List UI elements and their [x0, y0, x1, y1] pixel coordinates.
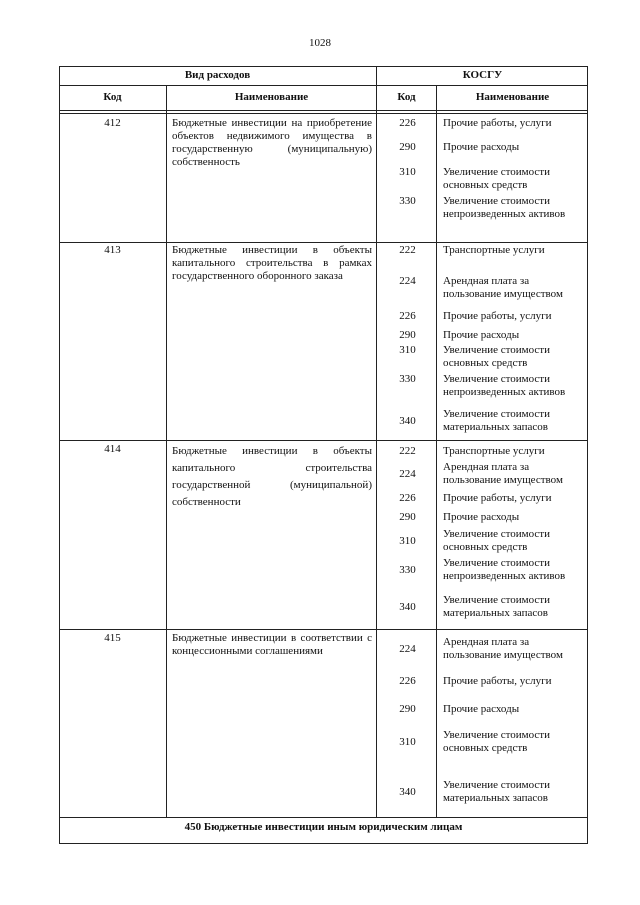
kosgu-name: Увеличение стоимости основных средств [443, 166, 550, 191]
kosgu-name: Прочие расходы [443, 329, 520, 341]
expense-name: Бюджетные инвестиции на приобретение объектов недвижимого имущества в государственную (муниципальную) собственность [172, 117, 372, 168]
col-header-name: Наименование [234, 91, 309, 103]
kosgu-name: Увеличение стоимости материальных запасов [443, 408, 550, 433]
kosgu-name: Транспортные услуги [443, 244, 545, 256]
kosgu-name: Транспортные услуги [443, 445, 545, 457]
rule-row-414 [59, 440, 588, 441]
kosgu-name: Увеличение стоимости материальных запасов [443, 779, 550, 804]
kosgu-code: 340 [399, 415, 416, 427]
kosgu-code: 310 [399, 736, 416, 748]
expense-code: 415 [104, 632, 121, 644]
kosgu-name: Арендная плата за пользование имуществом [443, 461, 563, 486]
kosgu-code: 226 [399, 310, 416, 322]
rule-footer [59, 817, 588, 818]
kosgu-name: Увеличение стоимости непроизведенных активов [443, 373, 566, 398]
expense-code: 412 [104, 117, 121, 129]
kosgu-name: Прочие расходы [443, 703, 520, 715]
kosgu-name: Прочие расходы [443, 511, 520, 523]
rule-row-415 [59, 629, 588, 630]
kosgu-name: Увеличение стоимости материальных запасов [443, 594, 550, 619]
kosgu-name: Прочие работы, услуги [443, 310, 552, 322]
kosgu-code: 290 [399, 511, 416, 523]
kosgu-code: 290 [399, 703, 416, 715]
expense-name: Бюджетные инвестиции в объекты капитального строительства государственной (муниципальной) собственности [172, 445, 372, 508]
expense-code: 413 [104, 244, 121, 256]
kosgu-code: 222 [399, 244, 416, 256]
kosgu-name: Прочие работы, услуги [443, 117, 552, 129]
kosgu-code: 222 [399, 445, 416, 457]
kosgu-name: Увеличение стоимости непроизведенных активов [443, 557, 566, 582]
kosgu-code: 340 [399, 786, 416, 798]
kosgu-name: Увеличение стоимости основных средств [443, 729, 550, 754]
vrule-code [166, 85, 167, 817]
col-header-kosgu-name: Наименование [475, 91, 550, 103]
kosgu-code: 226 [399, 675, 416, 687]
kosgu-code: 310 [399, 535, 416, 547]
expense-name: Бюджетные инвестиции в соответствии с концессионными соглашениями [172, 632, 372, 657]
kosgu-name: Прочие работы, услуги [443, 492, 552, 504]
rule-header-mid [59, 85, 588, 86]
kosgu-code: 340 [399, 601, 416, 613]
kosgu-code: 330 [399, 373, 416, 385]
kosgu-name: Прочие расходы [443, 141, 520, 153]
kosgu-code: 224 [399, 275, 416, 287]
vrule-kosgu-code [436, 85, 437, 817]
page-number: 1028 [309, 37, 331, 49]
kosgu-name: Увеличение стоимости непроизведенных активов [443, 195, 566, 220]
kosgu-code: 310 [399, 166, 416, 178]
kosgu-code: 224 [399, 643, 416, 655]
kosgu-code: 290 [399, 329, 416, 341]
rule-row-413 [59, 242, 588, 243]
kosgu-code: 226 [399, 117, 416, 129]
kosgu-code: 224 [399, 468, 416, 480]
kosgu-name: Арендная плата за пользование имуществом [443, 636, 563, 661]
kosgu-code: 330 [399, 564, 416, 576]
kosgu-code: 226 [399, 492, 416, 504]
kosgu-name: Увеличение стоимости основных средств [443, 344, 550, 369]
group-header-kosgu: КОСГУ [462, 69, 503, 81]
rule-header-bottom [59, 110, 588, 111]
kosgu-code: 290 [399, 141, 416, 153]
kosgu-code: 330 [399, 195, 416, 207]
kosgu-name: Прочие работы, услуги [443, 675, 552, 687]
rule-header-bottom-2 [59, 113, 588, 114]
kosgu-name: Арендная плата за пользование имуществом [443, 275, 563, 300]
vrule-main [376, 66, 377, 817]
kosgu-name: Увеличение стоимости основных средств [443, 528, 550, 553]
group-header-expenses: Вид расходов [184, 69, 251, 81]
expense-code: 414 [104, 443, 121, 455]
col-header-code: Код [103, 91, 122, 103]
kosgu-code: 310 [399, 344, 416, 356]
expense-name: Бюджетные инвестиции в объекты капитального строительства в рамках государственного оборонного заказа [172, 244, 372, 282]
col-header-kosgu-code: Код [397, 91, 416, 103]
section-footer: 450 Бюджетные инвестиции иным юридическим лицам [184, 821, 463, 833]
